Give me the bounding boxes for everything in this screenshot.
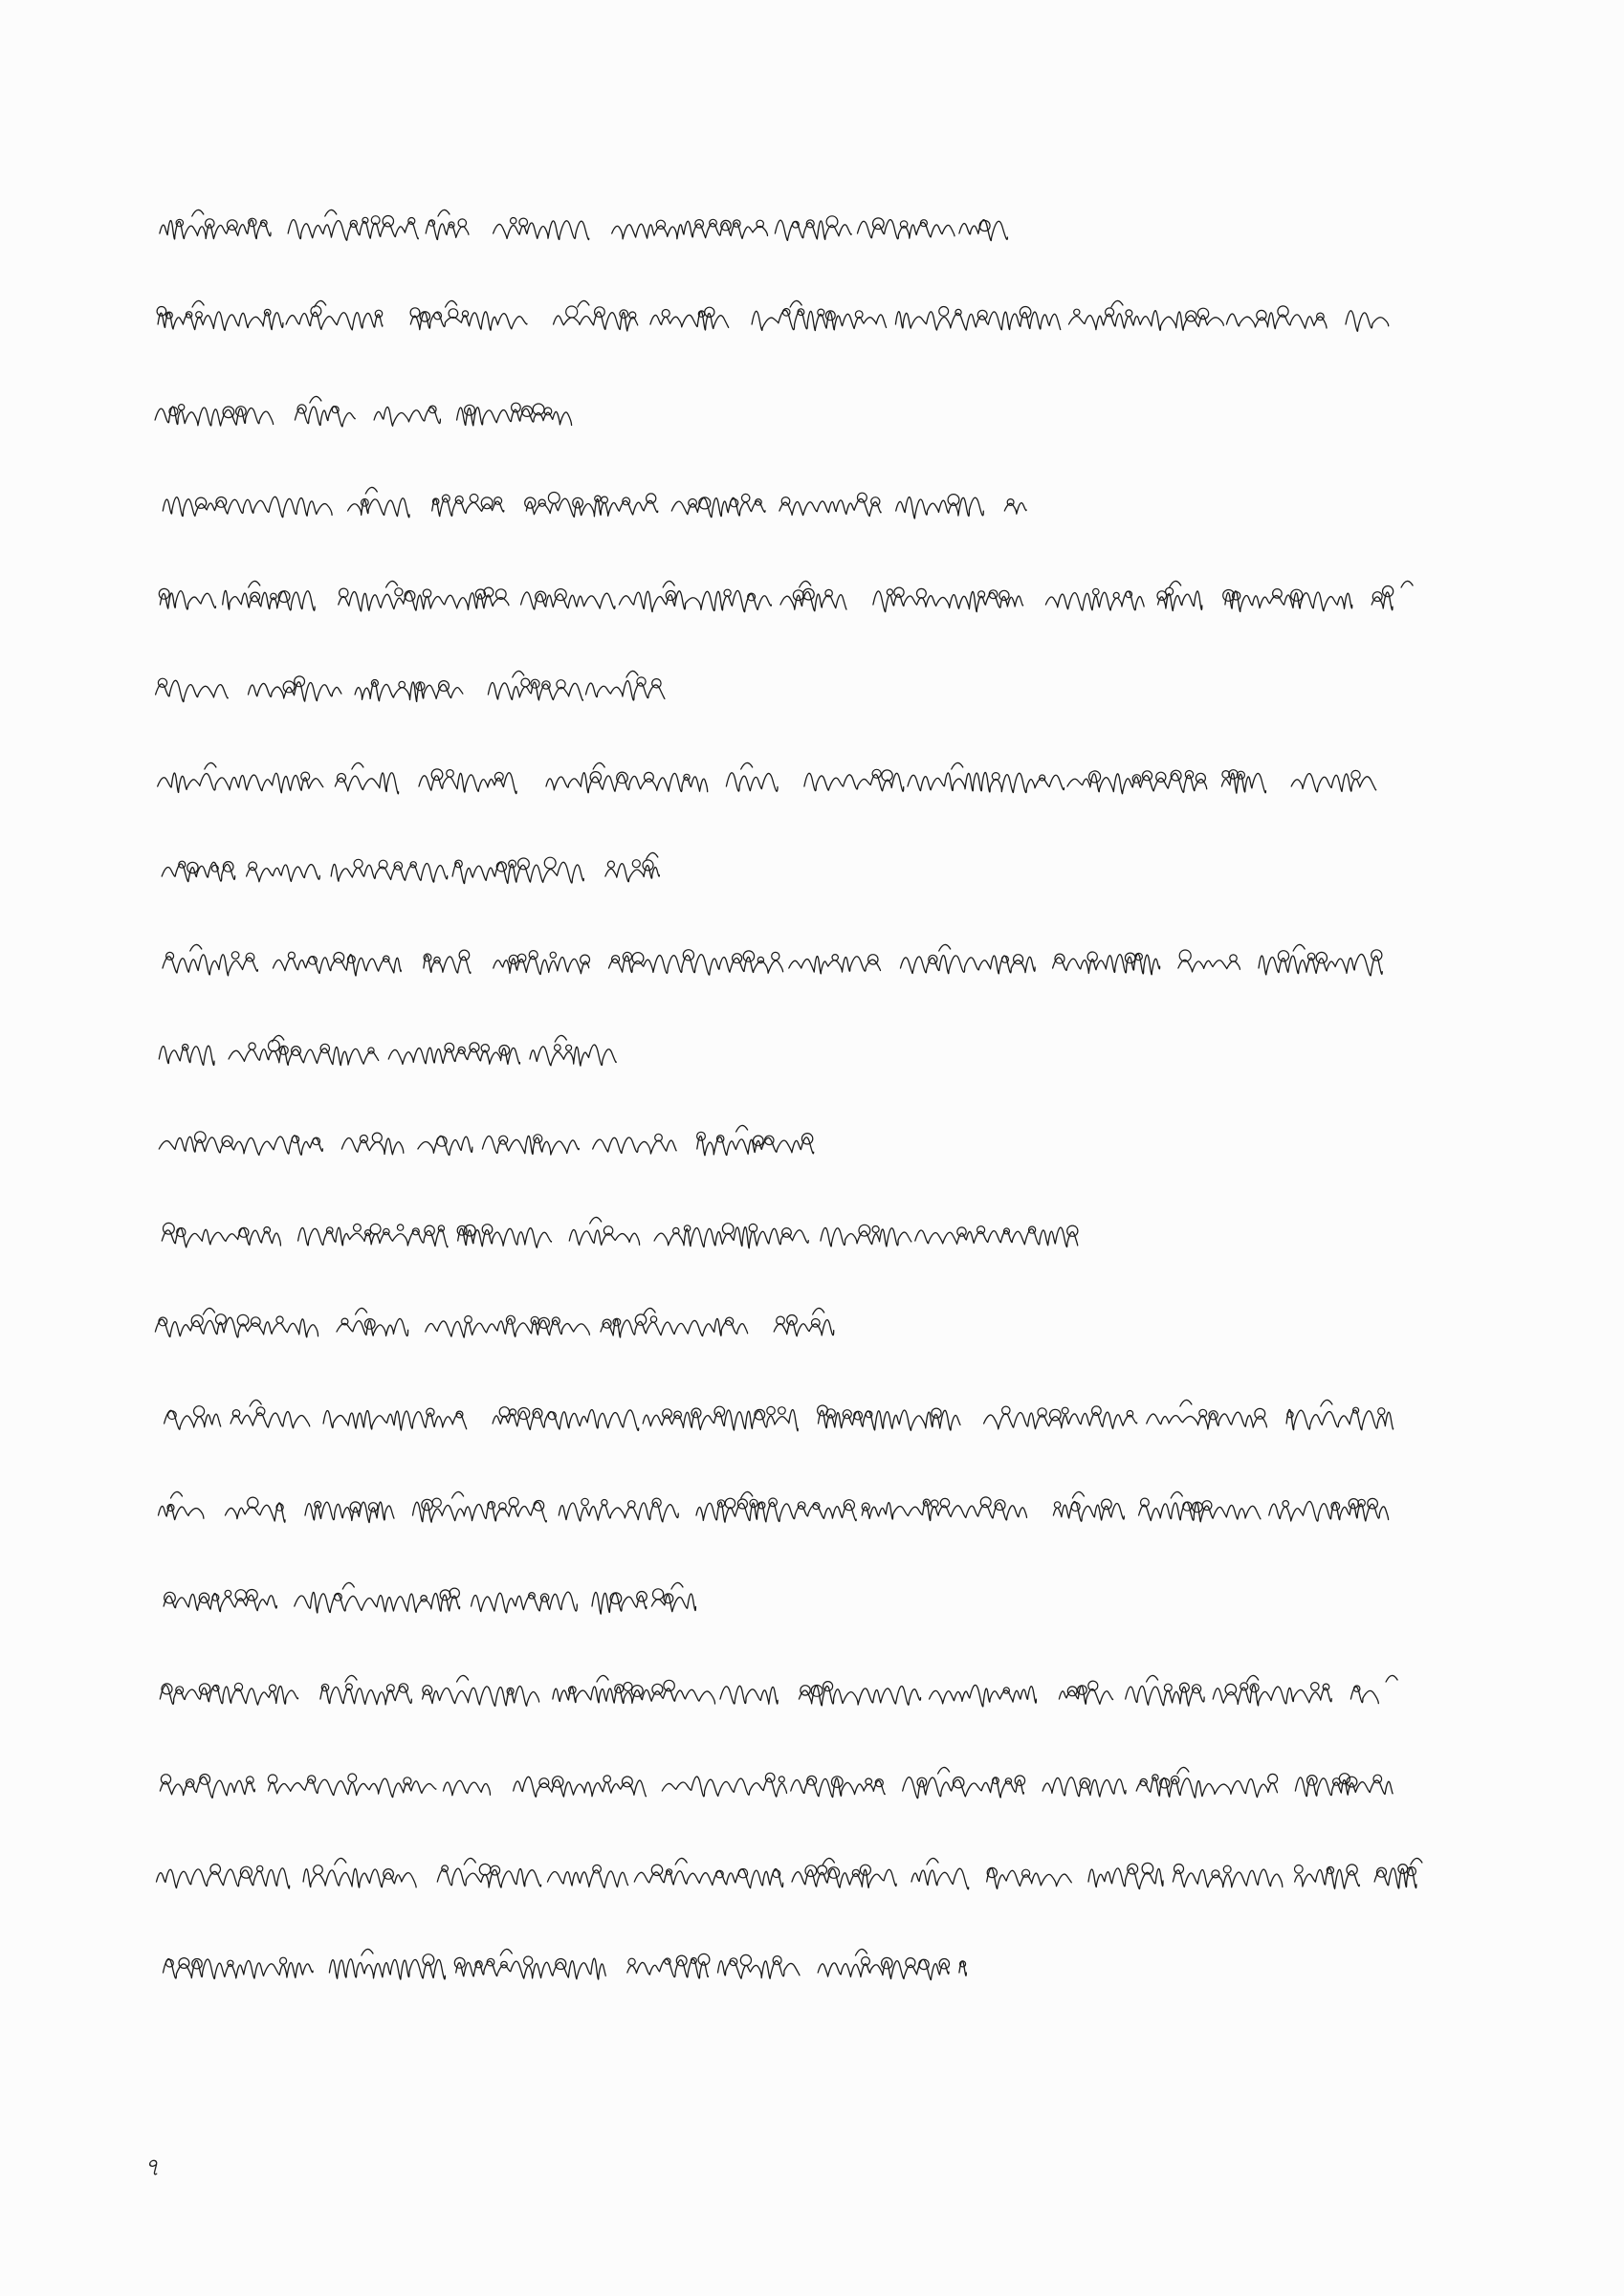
script-word	[374, 407, 440, 426]
script-loop	[1197, 308, 1208, 319]
script-word	[331, 864, 448, 883]
script-loop	[399, 681, 406, 688]
script-loop	[195, 1132, 207, 1143]
script-word	[323, 1411, 467, 1431]
script-word	[601, 1308, 748, 1337]
script-word	[553, 1675, 715, 1704]
script-loop	[269, 1040, 280, 1051]
script-loop	[1307, 953, 1314, 960]
script-loop	[1255, 1408, 1265, 1419]
script-word	[493, 1410, 639, 1431]
script-loop	[906, 1958, 915, 1968]
script-loop	[525, 497, 536, 508]
script-word	[226, 1503, 286, 1522]
script-loop	[900, 221, 907, 228]
script-loop	[650, 1316, 656, 1322]
script-word	[1259, 944, 1382, 975]
script-loop	[999, 590, 1009, 600]
script-loop	[607, 861, 614, 868]
script-loop	[375, 310, 382, 317]
script-word	[792, 1858, 896, 1888]
script-loop	[354, 1224, 362, 1231]
script-word	[1178, 960, 1240, 971]
script-word	[1269, 1501, 1389, 1521]
script-loop	[334, 953, 344, 963]
script-line	[162, 1217, 1078, 1247]
script-word	[609, 955, 783, 975]
script-loop	[534, 1501, 544, 1512]
script-loop	[1383, 586, 1394, 597]
script-loop	[427, 1408, 434, 1416]
script-word	[873, 591, 1023, 612]
script-loop	[372, 1133, 382, 1142]
script-loop	[280, 1957, 287, 1964]
script-loop	[1347, 1865, 1357, 1875]
script-word	[444, 1780, 491, 1795]
script-loop	[1126, 310, 1132, 317]
script-word	[1139, 1491, 1261, 1521]
script-loop	[917, 1777, 927, 1787]
script-loop	[604, 1776, 610, 1782]
script-loop	[386, 1685, 394, 1692]
script-line	[160, 1767, 1393, 1798]
script-loop	[1257, 310, 1266, 320]
script-word	[1295, 1777, 1393, 1797]
script-line	[158, 762, 1376, 793]
script-word	[901, 944, 1036, 973]
script-word	[488, 671, 582, 700]
script-loop	[524, 1956, 533, 1965]
script-loop	[1378, 1408, 1385, 1415]
script-loop	[582, 1498, 588, 1505]
script-loop	[1093, 588, 1099, 594]
script-loop	[743, 951, 754, 961]
script-loop	[295, 676, 305, 687]
script-word	[413, 1491, 547, 1522]
script-loop	[653, 1589, 664, 1600]
script-loop	[517, 954, 526, 962]
script-loop	[705, 307, 714, 317]
script-loop	[1038, 1408, 1046, 1417]
script-loop	[270, 1685, 276, 1691]
script-word	[423, 1675, 539, 1706]
script-loop	[194, 1406, 205, 1417]
script-loop	[742, 494, 750, 501]
page-number: ৭	[143, 2153, 160, 2182]
script-word	[752, 300, 887, 330]
script-loop	[1278, 951, 1288, 961]
script-word	[819, 1410, 961, 1430]
script-loop	[894, 587, 904, 597]
script-loop	[544, 857, 556, 869]
script-word	[419, 773, 516, 794]
script-line	[159, 581, 1413, 611]
script-word	[348, 487, 409, 517]
script-word	[619, 581, 771, 611]
script-word	[1372, 581, 1413, 609]
script-loop	[1054, 1502, 1060, 1508]
script-word	[554, 300, 638, 330]
script-word	[295, 396, 355, 426]
script-word	[305, 1502, 394, 1522]
script-word	[410, 300, 527, 330]
script-word	[494, 221, 589, 240]
script-word	[959, 220, 1008, 241]
script-line	[163, 944, 1382, 975]
script-word	[774, 1308, 834, 1336]
script-word	[1069, 300, 1224, 330]
script-line	[164, 1949, 967, 1979]
script-word	[634, 1858, 782, 1888]
script-loop	[511, 218, 516, 224]
script-loop	[301, 772, 310, 781]
script-loop	[479, 1864, 491, 1875]
script-line	[157, 300, 1389, 331]
script-word	[432, 498, 504, 517]
script-loop	[581, 955, 590, 964]
script-word	[158, 762, 323, 792]
script-word	[1226, 313, 1327, 329]
script-word	[335, 762, 398, 793]
script-loop	[566, 1045, 572, 1050]
script-word	[521, 592, 615, 609]
script-word	[612, 221, 768, 239]
script-word	[1136, 1767, 1277, 1798]
script-word	[858, 220, 955, 239]
script-word	[821, 1227, 911, 1247]
script-word	[1225, 591, 1352, 612]
script-loop	[623, 1777, 633, 1787]
script-word	[662, 1777, 786, 1797]
script-line	[164, 1582, 695, 1614]
script-loop	[442, 1866, 449, 1872]
script-word	[775, 220, 851, 240]
script-loop	[1291, 589, 1303, 601]
script-word	[155, 1308, 318, 1336]
script-loop	[1067, 1225, 1078, 1236]
script-loop	[1351, 770, 1360, 779]
script-loop	[1062, 1407, 1068, 1414]
script-word	[286, 300, 383, 329]
script-word	[592, 1592, 647, 1614]
script-loop	[818, 1866, 827, 1875]
script-word	[457, 408, 572, 426]
script-loop	[206, 219, 214, 228]
script-loop	[698, 1954, 710, 1965]
script-loop	[404, 1777, 411, 1785]
script-line	[159, 1035, 616, 1066]
script-word	[671, 497, 765, 517]
script-word	[164, 1959, 314, 1979]
script-word	[1346, 311, 1389, 331]
script-word	[223, 581, 315, 610]
script-loop	[395, 588, 403, 596]
script-line	[165, 1400, 1394, 1430]
script-word	[159, 1491, 204, 1519]
script-loop	[1106, 308, 1114, 317]
script-loop	[544, 408, 552, 415]
script-word	[159, 1136, 322, 1155]
script-loop	[573, 497, 583, 508]
script-line	[162, 852, 659, 883]
script-loop	[1223, 1866, 1231, 1873]
script-word	[804, 773, 904, 791]
script-loop	[948, 495, 959, 506]
script-loop	[423, 1954, 434, 1966]
script-loop	[779, 1777, 784, 1782]
script-word	[424, 956, 471, 974]
script-word	[548, 1870, 628, 1888]
script-loop	[165, 1592, 176, 1603]
script-line	[155, 1308, 833, 1337]
script-word	[1158, 581, 1202, 610]
script-loop	[465, 405, 475, 415]
script-loop	[1268, 1774, 1278, 1783]
script-loop	[917, 588, 927, 598]
script-loop	[397, 1225, 403, 1230]
script-loop	[249, 1043, 255, 1049]
script-loop	[161, 1775, 170, 1784]
script-word	[593, 1137, 676, 1154]
script-loop	[957, 1227, 966, 1236]
script-loop	[1316, 952, 1327, 962]
script-loop	[663, 1409, 672, 1419]
script-loop	[652, 1684, 663, 1694]
script-loop	[832, 955, 838, 960]
script-word	[163, 944, 257, 975]
script-word	[482, 1136, 579, 1155]
script-loop	[632, 860, 640, 868]
script-loop	[431, 769, 443, 781]
script-loop	[1295, 1866, 1304, 1874]
script-loop	[271, 593, 276, 599]
script-word	[157, 1868, 290, 1888]
script-loop	[235, 1590, 246, 1601]
script-loop	[499, 1046, 510, 1056]
script-loop	[166, 952, 174, 960]
script-loop	[632, 953, 644, 964]
script-line	[160, 210, 1008, 240]
script-loop	[624, 1683, 632, 1691]
script-word	[472, 1592, 578, 1613]
script-word	[160, 591, 215, 609]
script-loop	[1087, 952, 1097, 961]
script-word	[1291, 774, 1376, 792]
script-word	[697, 1125, 814, 1155]
script-loop	[518, 858, 530, 870]
script-word	[230, 1400, 310, 1427]
script-word	[229, 1035, 379, 1065]
script-word	[1004, 503, 1026, 515]
script-loop	[348, 1774, 357, 1782]
script-word	[726, 762, 778, 791]
script-word	[915, 1227, 1078, 1247]
script-loop	[548, 493, 560, 504]
script-loop	[772, 952, 779, 960]
script-loop	[247, 1777, 254, 1784]
script-line	[156, 671, 665, 701]
script-loop	[566, 306, 578, 318]
script-loop	[1074, 309, 1080, 315]
script-loop	[1283, 1501, 1288, 1507]
script-line	[160, 1675, 1397, 1706]
script-line	[157, 1858, 1422, 1888]
script-loop	[1113, 592, 1119, 598]
script-word	[337, 1308, 408, 1336]
script-loop	[1225, 1684, 1236, 1694]
script-word	[654, 1227, 808, 1248]
script-word	[1042, 1777, 1126, 1797]
script-loop	[179, 405, 185, 410]
script-word	[160, 1686, 297, 1705]
script-word	[651, 1582, 695, 1611]
script-word	[1088, 1868, 1163, 1889]
script-word	[1053, 1491, 1124, 1521]
script-line	[159, 1491, 1389, 1522]
script-word	[930, 1685, 1037, 1706]
script-word	[295, 1582, 460, 1612]
script-word	[896, 497, 984, 519]
script-word	[789, 956, 881, 973]
script-word	[288, 210, 418, 240]
script-loop	[631, 1686, 643, 1697]
script-word	[418, 1136, 472, 1155]
script-word	[494, 956, 589, 974]
script-word	[1295, 1868, 1360, 1888]
script-word	[162, 1228, 280, 1247]
script-loop	[740, 1954, 751, 1965]
script-word	[160, 1777, 254, 1798]
script-loop	[826, 1409, 835, 1418]
script-loop	[1311, 1683, 1319, 1690]
script-loop	[1372, 950, 1382, 960]
script-word	[799, 1686, 920, 1706]
script-loop	[662, 310, 669, 318]
script-loop	[779, 1407, 786, 1415]
script-word	[388, 1048, 519, 1064]
script-line	[155, 396, 571, 426]
script-loop	[767, 1406, 775, 1414]
script-word	[779, 498, 881, 516]
script-loop	[432, 1498, 441, 1507]
script-line	[163, 487, 1026, 519]
script-loop	[939, 307, 949, 317]
script-loop	[354, 859, 362, 868]
script-word	[1053, 954, 1160, 975]
script-loop	[725, 1498, 735, 1508]
script-loop	[932, 1408, 941, 1418]
script-word	[165, 1410, 221, 1429]
script-line	[159, 1125, 813, 1155]
script-loop	[314, 1866, 323, 1875]
script-loop	[635, 1314, 646, 1325]
script-word	[530, 1035, 616, 1066]
script-word	[426, 210, 469, 239]
script-word	[158, 300, 283, 330]
script-loop	[1102, 1499, 1112, 1510]
script-loop	[447, 770, 454, 778]
script-word	[320, 1675, 411, 1704]
script-loop	[236, 407, 247, 417]
script-word	[163, 497, 332, 517]
script-loop	[459, 950, 470, 960]
script-loop	[470, 495, 478, 503]
script-loop	[521, 678, 530, 687]
script-loop	[628, 1958, 635, 1965]
script-word	[720, 1686, 778, 1704]
script-word	[903, 1767, 1024, 1798]
script-word	[458, 1228, 552, 1247]
script-loop	[844, 1500, 854, 1511]
script-loop	[555, 1045, 561, 1051]
script-word	[1286, 1400, 1394, 1429]
script-loop	[231, 952, 239, 960]
script-word	[164, 1594, 276, 1612]
script-word	[526, 498, 657, 517]
script-word	[911, 1858, 969, 1888]
script-word	[862, 1501, 1026, 1520]
script-loop	[370, 1224, 381, 1234]
script-word	[274, 955, 402, 976]
script-loop	[787, 1315, 798, 1326]
script-loop	[445, 1043, 454, 1052]
script-word	[247, 865, 320, 882]
script-word	[355, 682, 463, 702]
script-loop	[550, 952, 556, 958]
script-loop	[887, 589, 892, 595]
script-loop	[872, 1226, 879, 1233]
script-word	[1350, 1675, 1397, 1703]
script-loop	[225, 1590, 231, 1597]
script-loop	[276, 1316, 283, 1323]
script-word	[303, 1858, 416, 1888]
script-word	[908, 762, 1064, 792]
script-word	[1173, 1869, 1282, 1888]
script-loop	[882, 1957, 892, 1968]
script-word	[159, 1046, 214, 1065]
script-loop	[422, 1499, 432, 1510]
script-loop	[722, 1224, 734, 1235]
script-word	[426, 1319, 590, 1338]
